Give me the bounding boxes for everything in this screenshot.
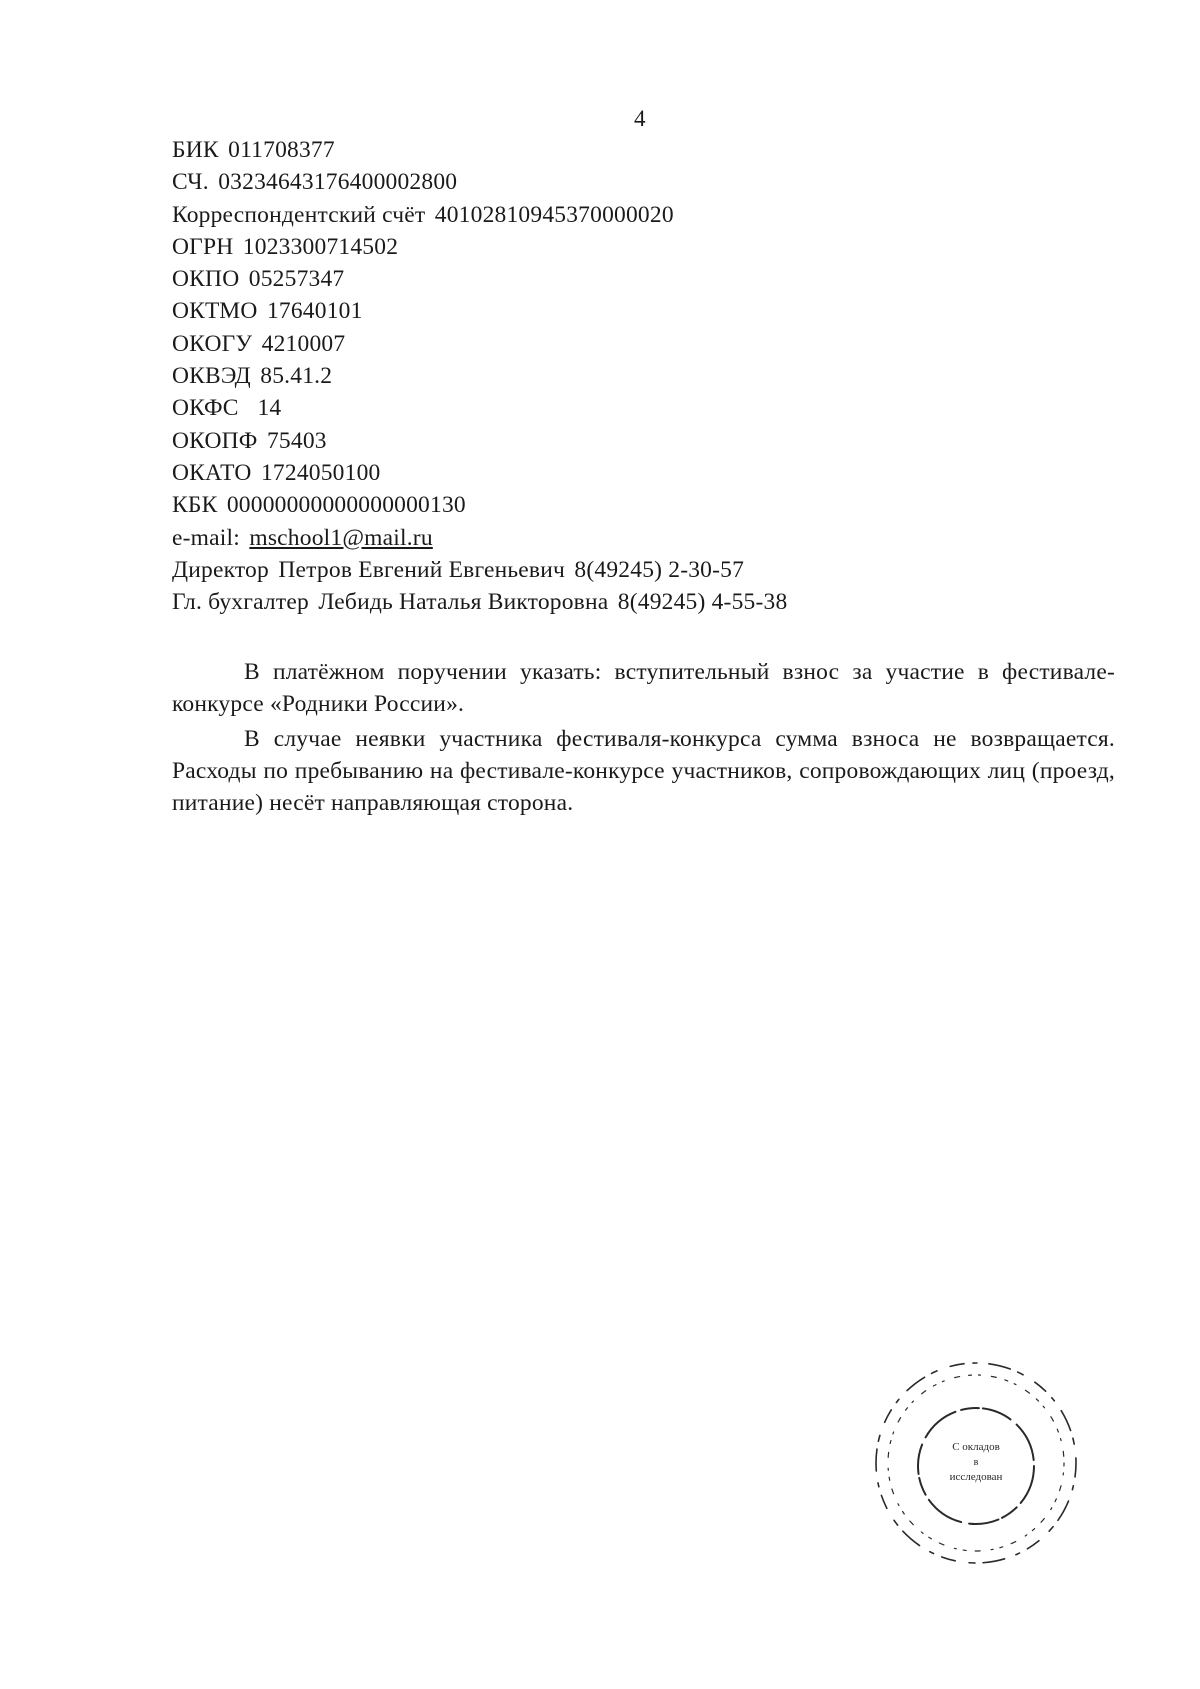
requisite-value: 00000000000000000130 bbox=[226, 492, 466, 519]
requisite-ogrn bbox=[172, 231, 787, 263]
requisite-value: 03234643176400002800 bbox=[218, 169, 458, 196]
contact-phone: 8(49245) 2-30-57 bbox=[574, 556, 745, 583]
paragraph-payment-purpose: В платёжном поручении указать: вступительный взнос за участие в фестивале-конкурсе «Родники России». bbox=[172, 659, 1115, 718]
contact-role: Гл. бухгалтер bbox=[172, 589, 309, 616]
requisite-oktmo bbox=[172, 295, 787, 327]
requisite-okfs bbox=[172, 392, 787, 424]
contact-director bbox=[172, 554, 787, 586]
requisite-value: 14 bbox=[257, 395, 282, 422]
email-link[interactable]: mschool1@mail.ru bbox=[249, 524, 433, 551]
requisite-label: ОКТМО bbox=[172, 298, 258, 325]
requisite-okogu bbox=[172, 328, 787, 360]
requisite-kbk bbox=[172, 489, 787, 521]
paragraph-refund-policy: В случае неявки участника фестиваля-конкурса сумма взноса не возвращается. Расходы по пребыванию на фестивале-конкурсе участников, сопровождающих лиц (проезд, питание) несёт направляющая сторона. bbox=[172, 725, 1115, 817]
requisite-label: ОКФС bbox=[172, 395, 239, 422]
contact-role: Директор bbox=[172, 556, 269, 583]
requisite-account bbox=[172, 166, 787, 198]
stamp-text-line: исследован bbox=[949, 1471, 1003, 1483]
bank-requisites bbox=[172, 134, 787, 618]
requisite-label: ОКВЭД bbox=[172, 363, 251, 390]
requisite-correspondent-account bbox=[172, 199, 787, 231]
requisite-value: 17640101 bbox=[266, 298, 363, 325]
requisite-value: 1023300714502 bbox=[242, 233, 399, 260]
requisite-okpo bbox=[172, 263, 787, 295]
requisite-value: 4210007 bbox=[261, 330, 346, 357]
requisite-label: БИК bbox=[172, 137, 219, 163]
email-line bbox=[172, 522, 787, 554]
payment-instructions bbox=[172, 656, 1115, 821]
requisite-label: Корреспондентский счёт bbox=[172, 201, 426, 228]
requisite-value: 40102810945370000020 bbox=[434, 201, 674, 228]
requisite-value: 85.41.2 bbox=[260, 363, 333, 390]
contact-accountant bbox=[172, 586, 787, 618]
requisite-label: ОКОГУ bbox=[172, 330, 253, 357]
page-number: 4 bbox=[634, 106, 646, 131]
requisite-label: ОКПО bbox=[172, 266, 240, 293]
stamp-text-line: С окладов bbox=[952, 1441, 1000, 1453]
requisite-bik bbox=[172, 134, 787, 166]
requisite-okato bbox=[172, 457, 787, 489]
round-stamp bbox=[858, 1338, 1098, 1588]
requisite-label: ОГРН bbox=[172, 233, 234, 260]
contact-name: Петров Евгений Евгеньевич bbox=[278, 556, 566, 583]
contact-name: Лебидь Наталья Викторовна bbox=[318, 589, 609, 616]
requisite-label: ОКОПФ bbox=[172, 427, 258, 454]
requisite-okved bbox=[172, 360, 787, 392]
requisite-value: 75403 bbox=[266, 427, 327, 454]
requisite-okopf bbox=[172, 425, 787, 457]
requisite-value: 1724050100 bbox=[260, 459, 381, 486]
requisite-label: КБК bbox=[172, 492, 218, 519]
stamp-text-line: в bbox=[973, 1457, 979, 1468]
requisite-label: СЧ. bbox=[172, 169, 209, 196]
requisite-label: ОКАТО bbox=[172, 459, 252, 486]
requisite-value: 05257347 bbox=[248, 266, 345, 293]
requisite-value: 011708377 bbox=[228, 137, 335, 163]
email-label: e-mail: bbox=[172, 524, 240, 551]
contact-phone: 8(49245) 4-55-38 bbox=[617, 589, 788, 616]
